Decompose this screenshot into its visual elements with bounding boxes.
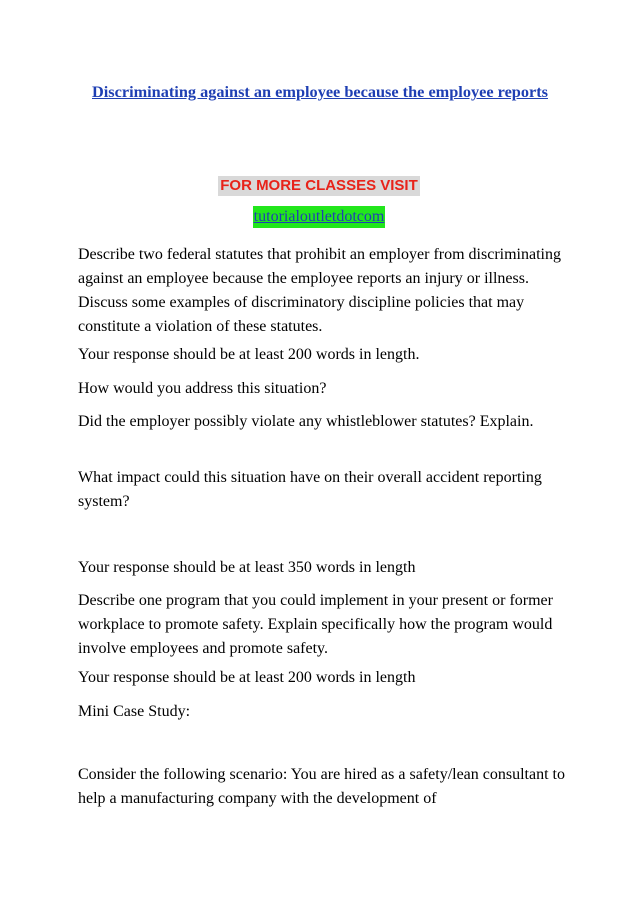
site-link-wrapper <box>0 206 638 228</box>
site-link[interactable]: tutorialoutletdotcom <box>253 206 386 228</box>
paragraph-requirement-200-b: Your response should be at least 200 words in length <box>78 669 416 686</box>
paragraph-question-impact: What impact could this situation have on their overall accident reporting system? <box>78 469 542 510</box>
promo-text: FOR MORE CLASSES VISIT <box>220 177 418 194</box>
paragraph-requirement-350: Your response should be at least 350 words in length <box>78 559 416 576</box>
paragraph-mini-case-study: Mini Case Study: <box>78 703 191 720</box>
paragraph-question-whistleblower: Did the employer possibly violate any whistleblower statutes? Explain. <box>78 413 534 430</box>
paragraph-program: Describe one program that you could implement in your present or former workplace to promote safety. Explain specifically how the program would involve employees and promote safety. <box>78 592 553 657</box>
paragraph-question-address: How would you address this situation? <box>78 380 327 397</box>
paragraph-scenario: Consider the following scenario: You are hired as a safety/lean consultant to help a manufacturing company with the development of <box>78 766 565 807</box>
promo-banner <box>0 176 638 196</box>
document-title: Discriminating against an employee because the employee reports <box>92 82 548 101</box>
paragraph-statutes: Describe two federal statutes that prohibit an employer from discriminating against an employee because the employee reports an injury or illness. Discuss some examples of discriminatory discipline policies that may constitute a violation of these statutes. <box>78 246 561 335</box>
paragraph-requirement-200-a: Your response should be at least 200 words in length. <box>78 346 420 363</box>
